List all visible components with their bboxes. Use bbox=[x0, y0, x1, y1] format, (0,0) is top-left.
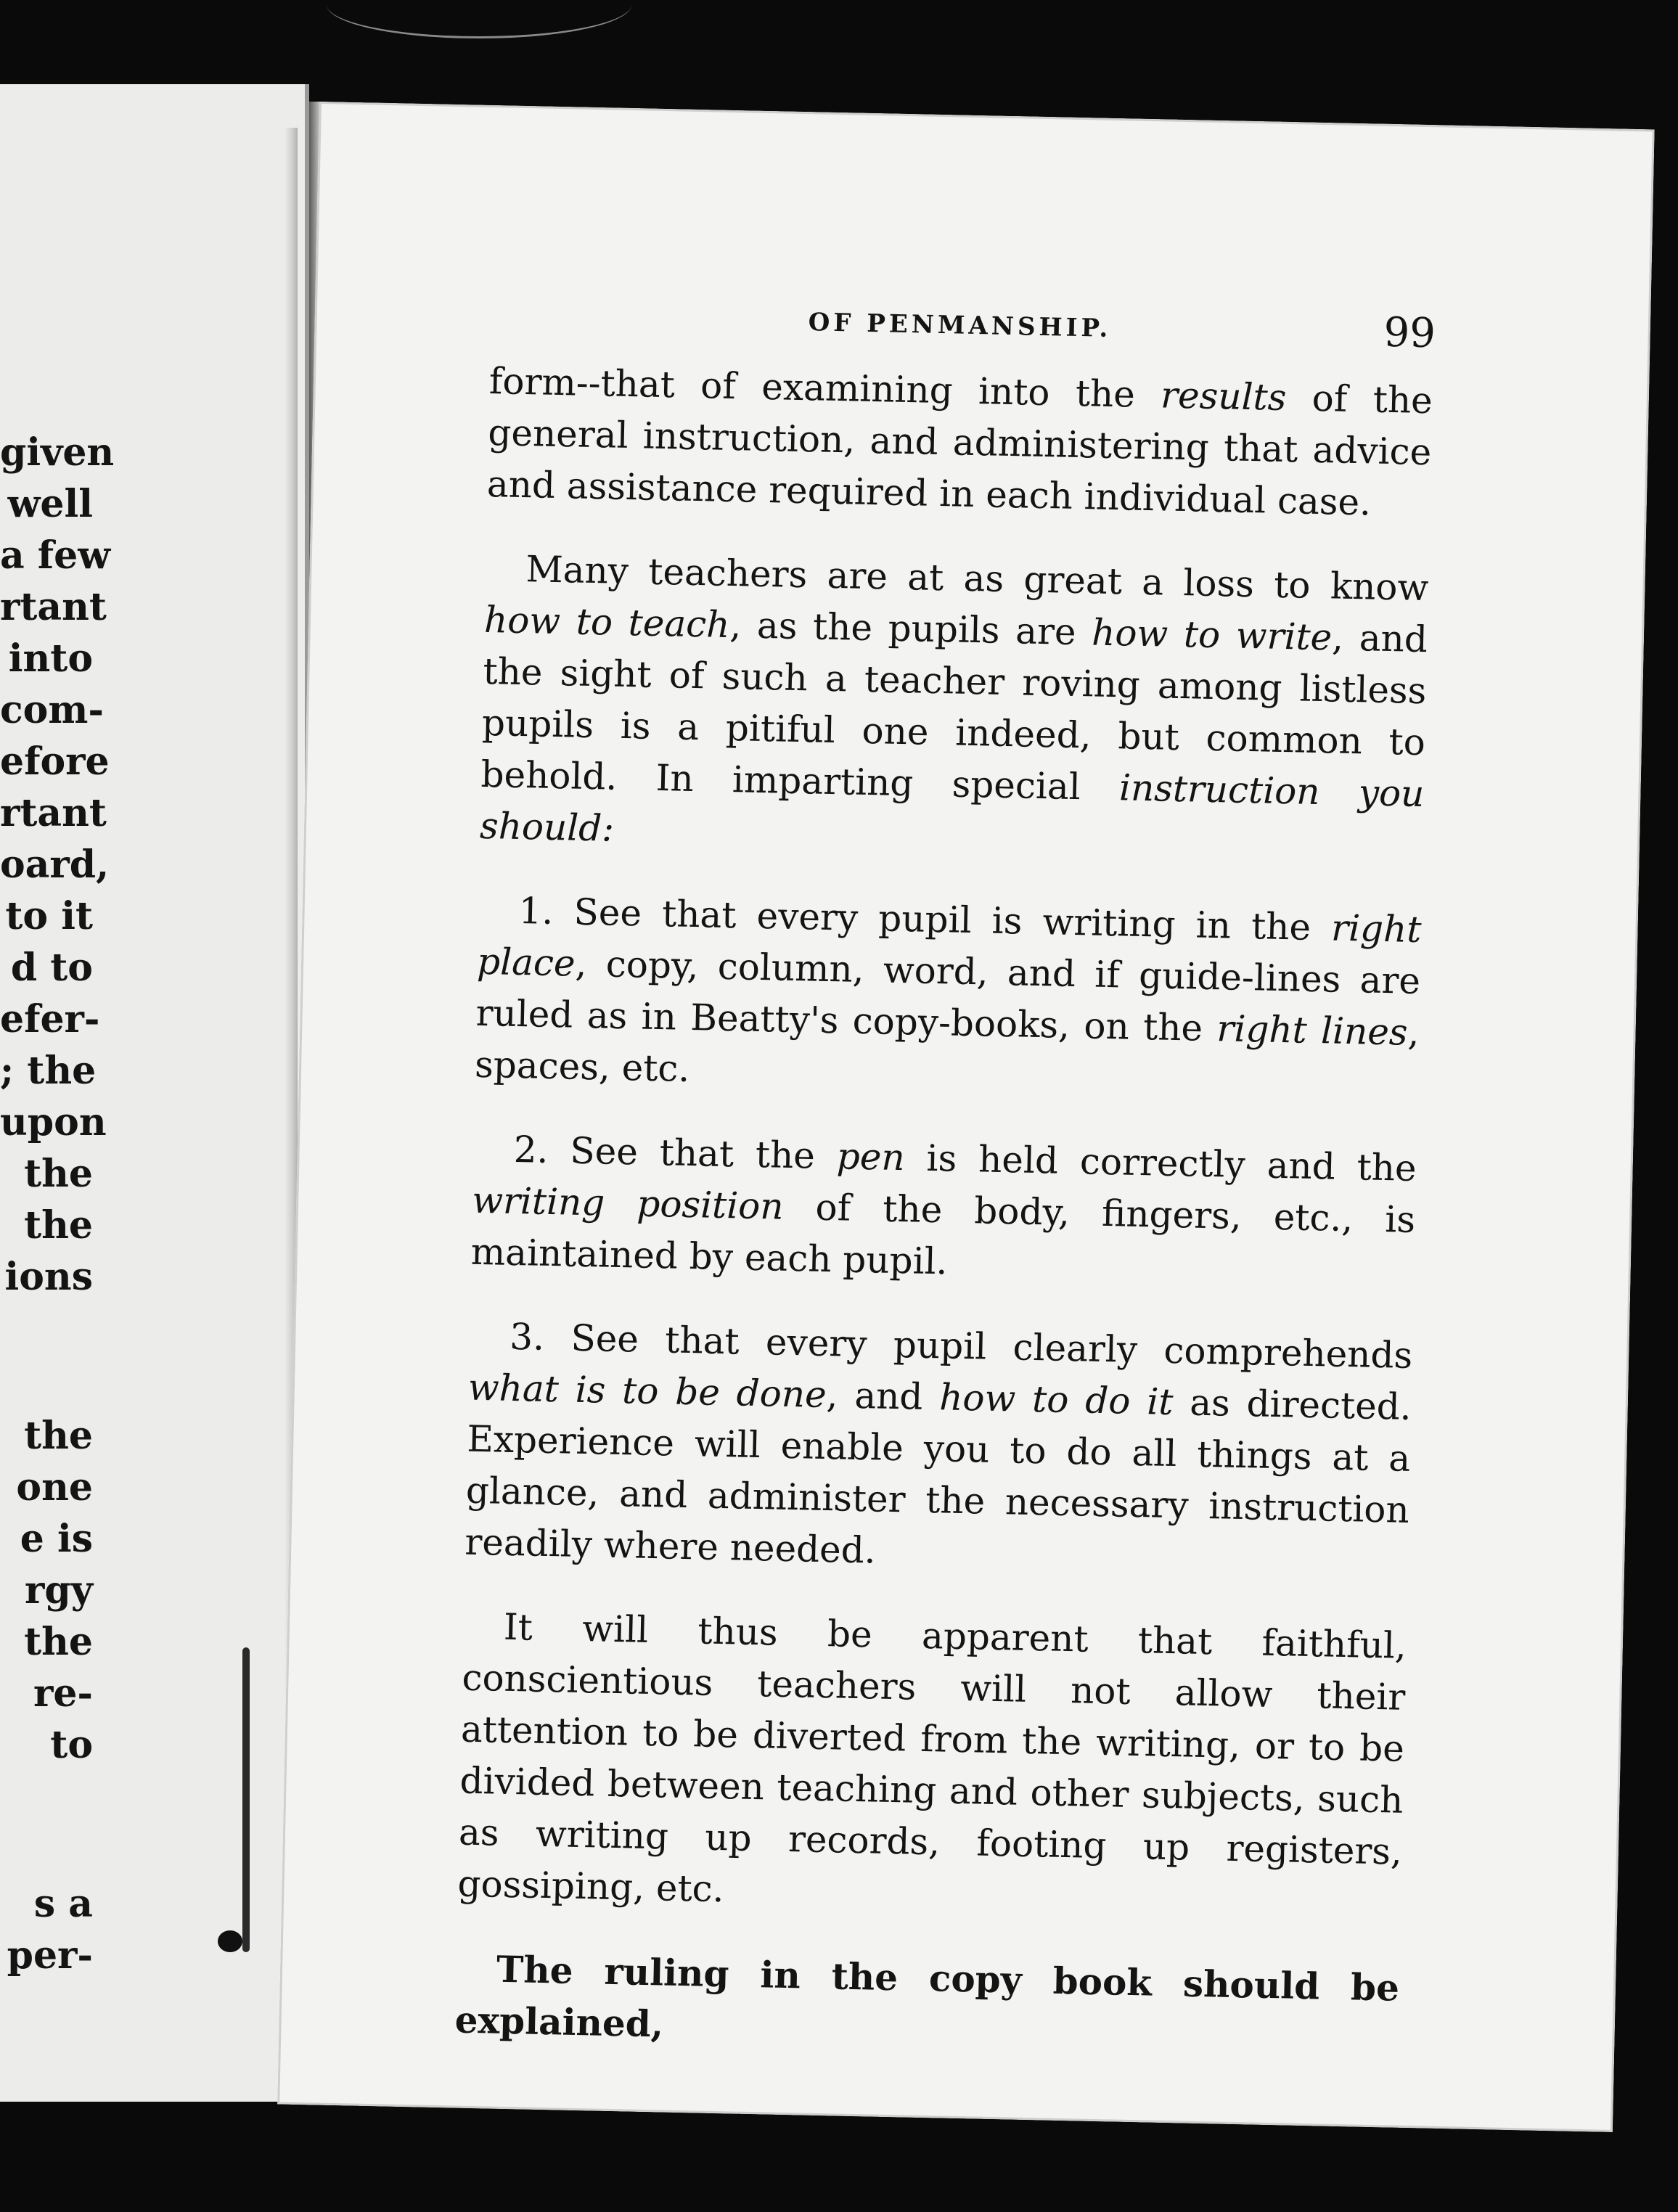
list-item: 1. See that every pupil is writing in the right place, copy, column, word, and if guide-lines are ruled as in Beatty's copy-books, on the right lines, spaces, etc. bbox=[474, 890, 1423, 1090]
scan-artifact-arc bbox=[327, 0, 631, 38]
left-line: a few bbox=[0, 533, 111, 578]
paragraph: Many teachers are at as great a loss to know how to teach, as the pupils are how to write, and the sight of such a teacher roving among listless pupils is a pitiful one indeed, but common to behold. In imparting special instruction you should: bbox=[479, 548, 1429, 850]
left-line: to bbox=[50, 1723, 93, 1767]
left-line: oard, bbox=[0, 843, 110, 887]
left-line: com- bbox=[0, 688, 104, 732]
left-line: efer- bbox=[0, 997, 100, 1041]
left-line: the bbox=[24, 1203, 93, 1248]
left-page-text bbox=[0, 427, 115, 1981]
left-line: rtant bbox=[0, 585, 107, 629]
left-line: given bbox=[0, 430, 115, 475]
left-line: efore bbox=[0, 740, 110, 784]
left-line: ions bbox=[4, 1255, 93, 1299]
list-item: 2. See that the pen is held correctly and the writing position of the body, fingers, etc., is maintained by each pupil. bbox=[470, 1128, 1417, 1283]
page-content bbox=[277, 102, 1654, 2132]
left-line: d to bbox=[10, 946, 93, 990]
left-line: re- bbox=[33, 1671, 93, 1716]
paragraph: It will thus be apparent that faithful, conscientious teachers will not allow their attention to be diverted from the writing, or to be divided between teaching and other subjects, such as writing up records, footing up registers, gossiping, etc. bbox=[457, 1605, 1407, 1911]
left-line: rgy bbox=[25, 1568, 93, 1613]
left-line: s a bbox=[33, 1882, 93, 1926]
left-line: upon bbox=[0, 1100, 107, 1144]
paragraph: form--that of examining into the results of the general instruction, and administering that advice and assistance required in each individual case. bbox=[486, 359, 1433, 524]
binding-knot bbox=[218, 1930, 242, 1952]
list-item: 3. See that every pupil clearly comprehends what is to be done, and how to do it as directed. Experience will enable you to do all things at a glance, and administer the necessary instruction readily where needed. bbox=[464, 1315, 1413, 1572]
left-line: per- bbox=[7, 1933, 93, 1978]
page-number: 99 bbox=[1383, 308, 1436, 358]
left-line: into bbox=[8, 636, 93, 681]
body-text bbox=[454, 356, 1433, 2065]
left-line: the bbox=[24, 1152, 93, 1196]
running-head: OF PENMANSHIP. bbox=[808, 308, 1112, 343]
left-page bbox=[0, 84, 309, 2102]
binding-thread bbox=[242, 1647, 250, 1952]
left-line: ; the bbox=[0, 1049, 97, 1093]
paragraph: The ruling in the copy book should be explained, bbox=[454, 1947, 1400, 2046]
left-line: rtant bbox=[0, 791, 107, 835]
left-line: one bbox=[16, 1465, 93, 1510]
left-line: the bbox=[24, 1414, 93, 1458]
left-line: e is bbox=[20, 1517, 93, 1561]
left-line: well bbox=[7, 482, 93, 526]
left-line: the bbox=[24, 1620, 93, 1664]
left-line: to it bbox=[5, 894, 93, 938]
right-page bbox=[277, 102, 1654, 2132]
